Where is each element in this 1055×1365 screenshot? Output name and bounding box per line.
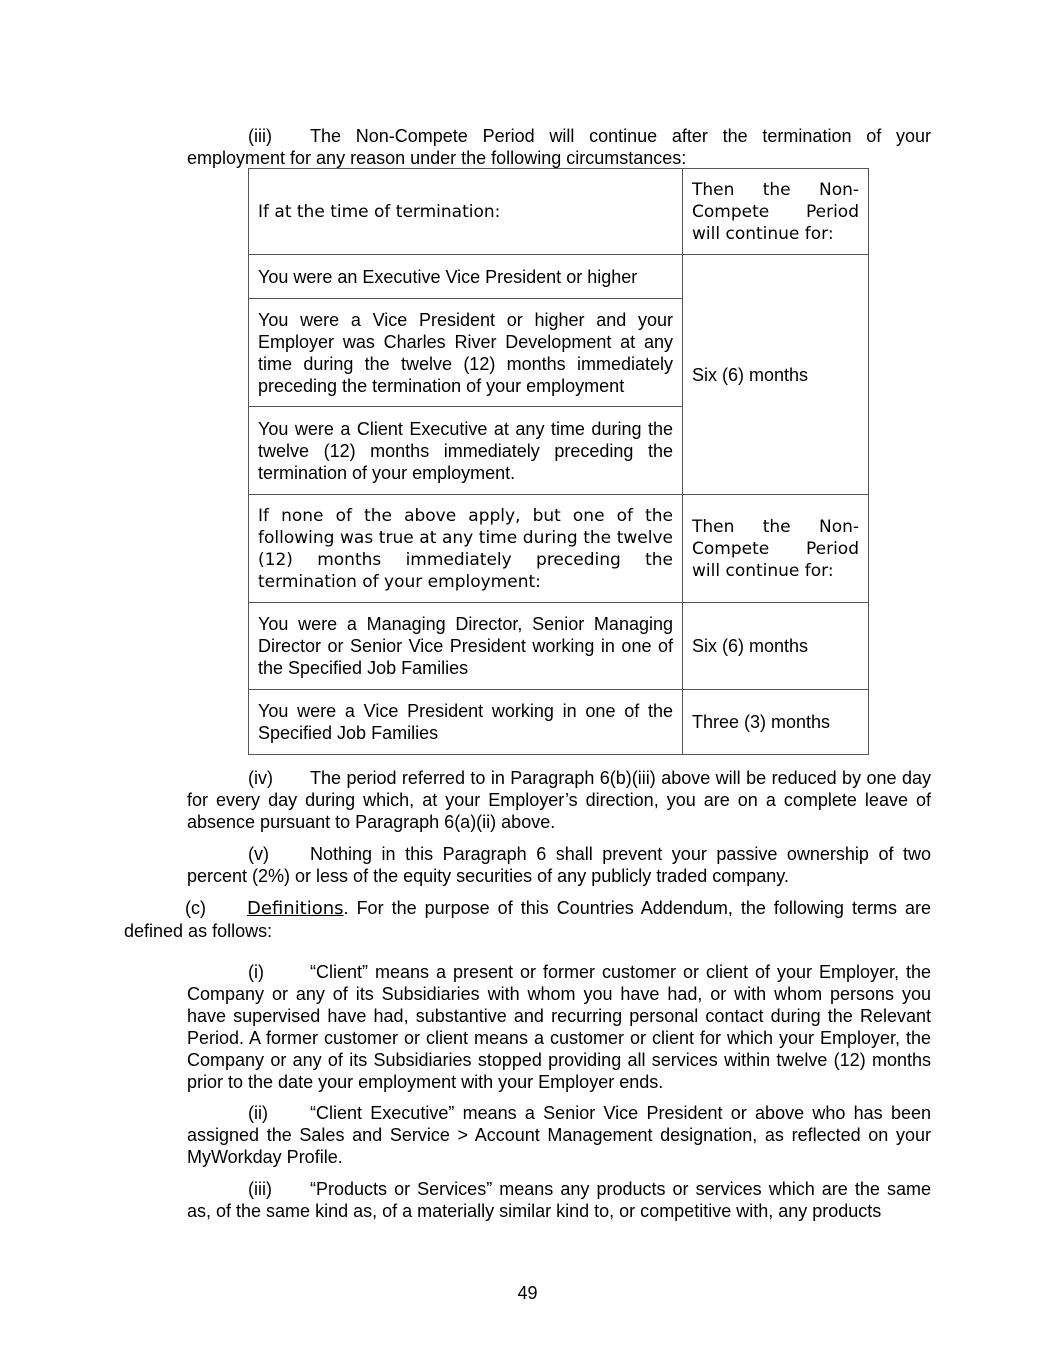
table-cell-row5-period: Three (3) months: [683, 690, 869, 755]
table-subheader-left: If none of the above apply, but one of the following was true at any time during the twelve (12) months immediately preceding the termination of your employment:: [249, 495, 683, 603]
paragraph-iii: [187, 125, 931, 169]
paragraph-number: (i): [248, 962, 264, 982]
paragraph-number: (iii): [248, 126, 272, 146]
paragraph-number: (ii): [248, 1103, 268, 1123]
paragraph-text: . For the purpose of this Countries Addendum, the following terms are defined as follows:: [124, 898, 931, 941]
table-cell-vice-president: You were a Vice President working in one of the Specified Job Families: [249, 690, 683, 755]
table-row: [249, 603, 869, 690]
paragraph-text: “Client Executive” means a Senior Vice President or above who has been assigned the Sales and Service > Account Management designation, as reflected on your MyWorkday Profile.: [187, 1103, 931, 1167]
table-cell-vice-president-crd: You were a Vice President or higher and your Employer was Charles River Development at any time during the twelve (12) months immediately preceding the termination of your employment: [249, 299, 683, 407]
table-header-right: Then the Non-Compete Period will continue for:: [683, 169, 869, 255]
paragraph-text: Nothing in this Paragraph 6 shall prevent your passive ownership of two percent (2%) or less of the equity securities of any publicly traded company.: [187, 844, 931, 886]
paragraph-text: “Products or Services” means any products or services which are the same as, of the same kind as, of a materially similar kind to, or competitive with, any products: [187, 1179, 931, 1221]
paragraph-text: The Non-Compete Period will continue after the termination of your employment for any reason under the following circumstances:: [187, 126, 931, 168]
table-row: [249, 255, 869, 299]
paragraph-text: “Client” means a present or former customer or client of your Employer, the Company or any of its Subsidiaries with whom you have had, or with whom persons you have supervised have had, substantive and recurring personal contact during the Relevant Period. A former customer or client means a customer or client for which your Employer, the Company or any of its Subsidiaries stopped providing all services within twelve (12) months prior to the date your employment with your Employer ends.: [187, 962, 931, 1092]
paragraph-v: [187, 843, 931, 887]
page-number: 49: [517, 1283, 538, 1303]
paragraph-number: (v): [248, 844, 269, 864]
paragraph-iv: [187, 767, 931, 833]
table-header-row: [249, 169, 869, 255]
definition-client: [187, 961, 931, 1093]
definitions-heading: Definitions: [247, 898, 344, 919]
table-subheader-right: Then the Non-Compete Period will continue for:: [683, 495, 869, 603]
table-cell-managing-director: You were a Managing Director, Senior Managing Director or Senior Vice President working in one of the Specified Job Families: [249, 603, 683, 690]
table-row: [249, 690, 869, 755]
paragraph-number: (iii): [248, 1179, 272, 1199]
table-cell-group1-period: Six (6) months: [683, 255, 869, 495]
table-cell-row4-period: Six (6) months: [683, 603, 869, 690]
definition-client-executive: [187, 1102, 931, 1168]
paragraph-c-definitions: [124, 897, 931, 942]
table-cell-executive-vp: You were an Executive Vice President or higher: [249, 255, 683, 299]
paragraph-text: The period referred to in Paragraph 6(b)(iii) above will be reduced by one day for every day during which, at your Employer’s direction, you are on a complete leave of absence pursuant to Paragraph 6(a)(ii) above.: [187, 768, 931, 832]
non-compete-table: [248, 168, 869, 755]
definition-products-or-services: [187, 1178, 931, 1222]
table-cell-client-executive: You were a Client Executive at any time during the twelve (12) months immediately preceding the termination of your employment.: [249, 407, 683, 495]
table-header-left: If at the time of termination:: [249, 169, 683, 255]
paragraph-number: (iv): [248, 768, 273, 788]
table-subheader-row: [249, 495, 869, 603]
paragraph-number: (c): [185, 898, 206, 918]
